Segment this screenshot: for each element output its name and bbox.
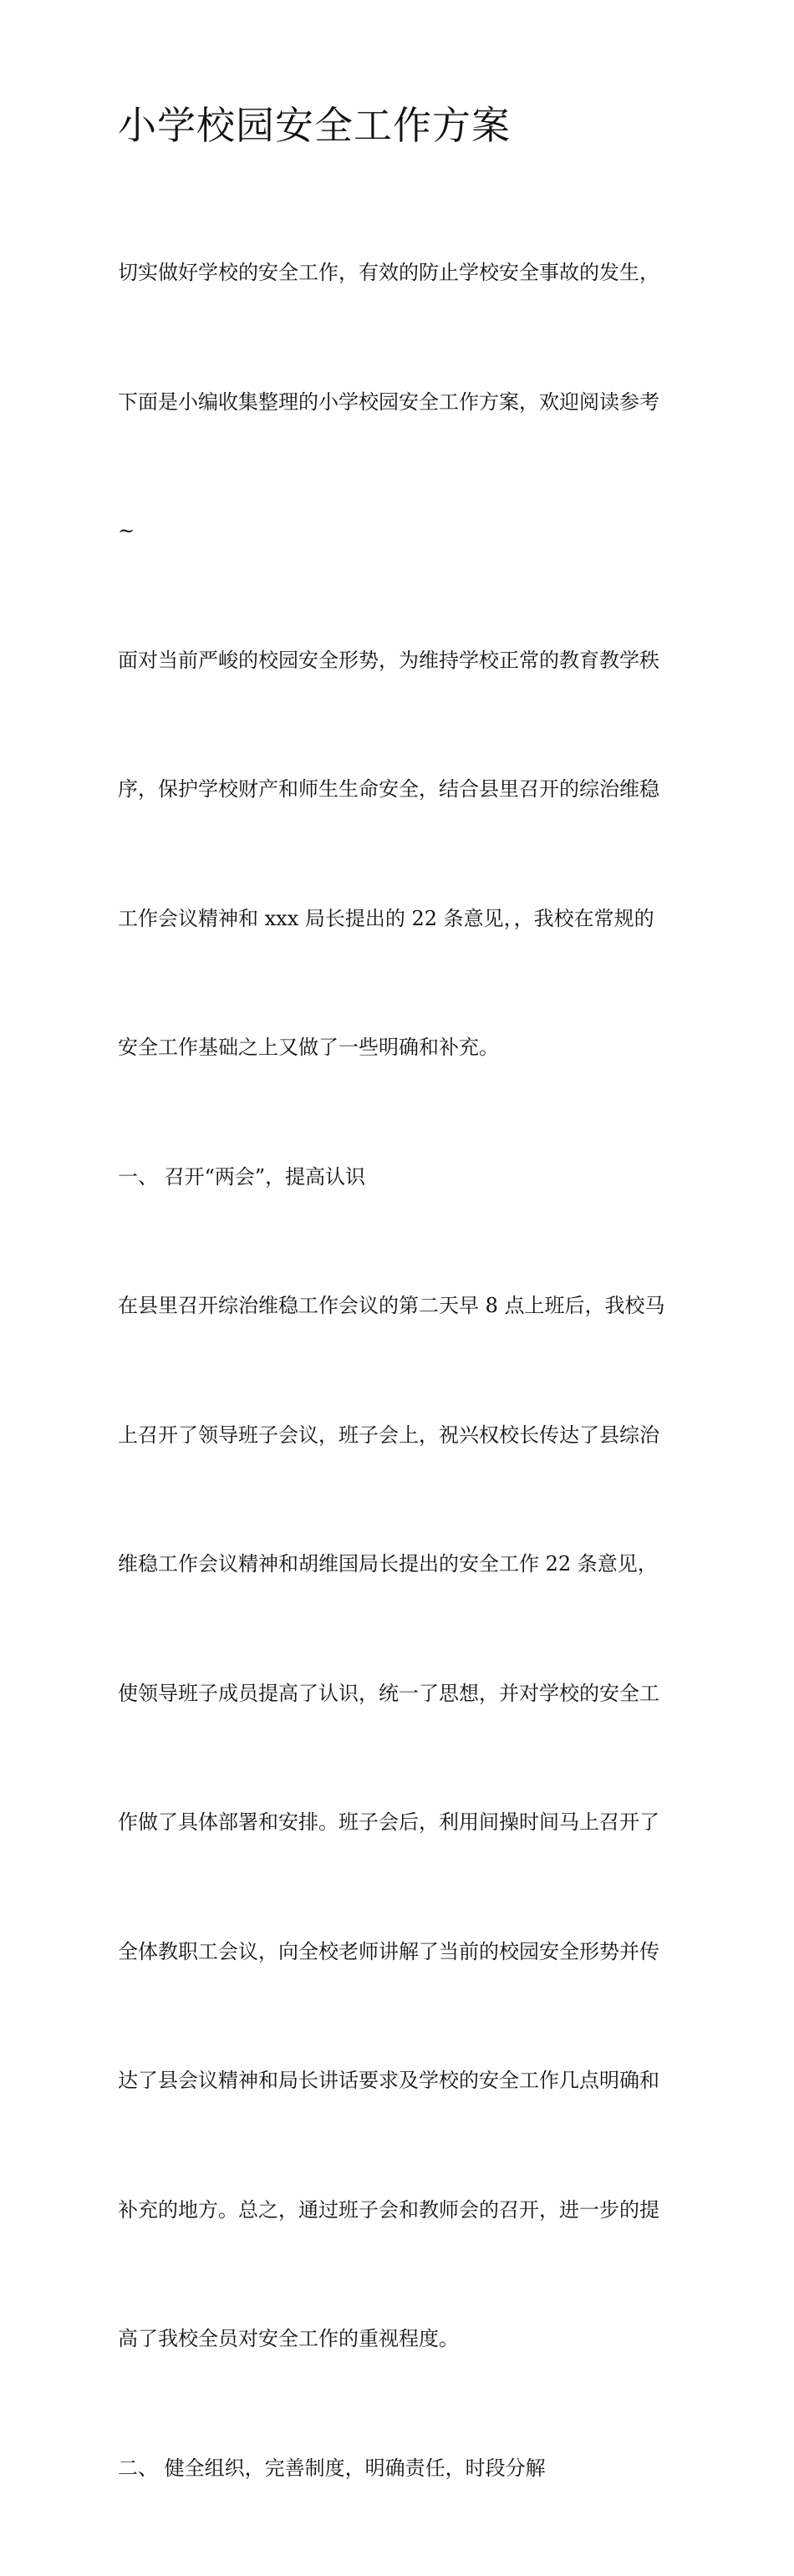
body-line: 安全工作基础之上又做了一些明确和补充。 xyxy=(118,1036,499,1059)
body-line: ~ xyxy=(118,519,135,542)
document-body xyxy=(118,165,686,2576)
document-page xyxy=(118,94,686,2576)
body-line: 面对当前严峻的校园安全形势，为维持学校正常的教育教学秩 xyxy=(118,648,659,672)
body-line: 补充的地方。总之，通过班子会和教师会的召开，进一步的提 xyxy=(118,2197,659,2222)
body-line: 下面是小编收集整理的小学校园安全工作方案，欢迎阅读参考 xyxy=(118,389,659,414)
body-line: 切实做好学校的安全工作，有效的防止学校安全事故的发生， xyxy=(118,261,659,284)
section-heading-1: 一、 召开“两会”，提高认识 xyxy=(118,1164,366,1189)
body-line: 工作会议精神和 xxx 局长提出的 22 条意见，，我校在常规的 xyxy=(118,906,654,930)
body-line: 在县里召开综治维稳工作会议的第二天早 8 点上班后，我校马 xyxy=(118,1294,665,1317)
section-heading-2: 二、 健全组织，完善制度，明确责任，时段分解 xyxy=(118,2456,546,2480)
body-line: 全体教职工会议，向全校老师讲解了当前的校园安全形势并传 xyxy=(118,1939,659,1963)
body-line: 高了我校全员对安全工作的重视程度。 xyxy=(118,2327,459,2350)
document-title: 小学校园安全工作方案 xyxy=(118,103,511,148)
body-line: 使领导班子成员提高了认识，统一了思想，并对学校的安全工 xyxy=(118,1681,659,1705)
body-line: 上召开了领导班子会议，班子会上，祝兴权校长传达了县综治 xyxy=(118,1423,659,1447)
body-line: 达了县会议精神和局长讲话要求及学校的安全工作几点明确和 xyxy=(118,2069,659,2092)
body-line: 维稳工作会议精神和胡维国局长提出的安全工作 22 条意见， xyxy=(118,1552,658,1576)
body-line: 序，保护学校财产和师生生命安全，结合县里召开的综治维稳 xyxy=(118,777,659,801)
body-line: 作做了具体部署和安排。班子会后，利用间操时间马上召开了 xyxy=(118,1810,659,1834)
